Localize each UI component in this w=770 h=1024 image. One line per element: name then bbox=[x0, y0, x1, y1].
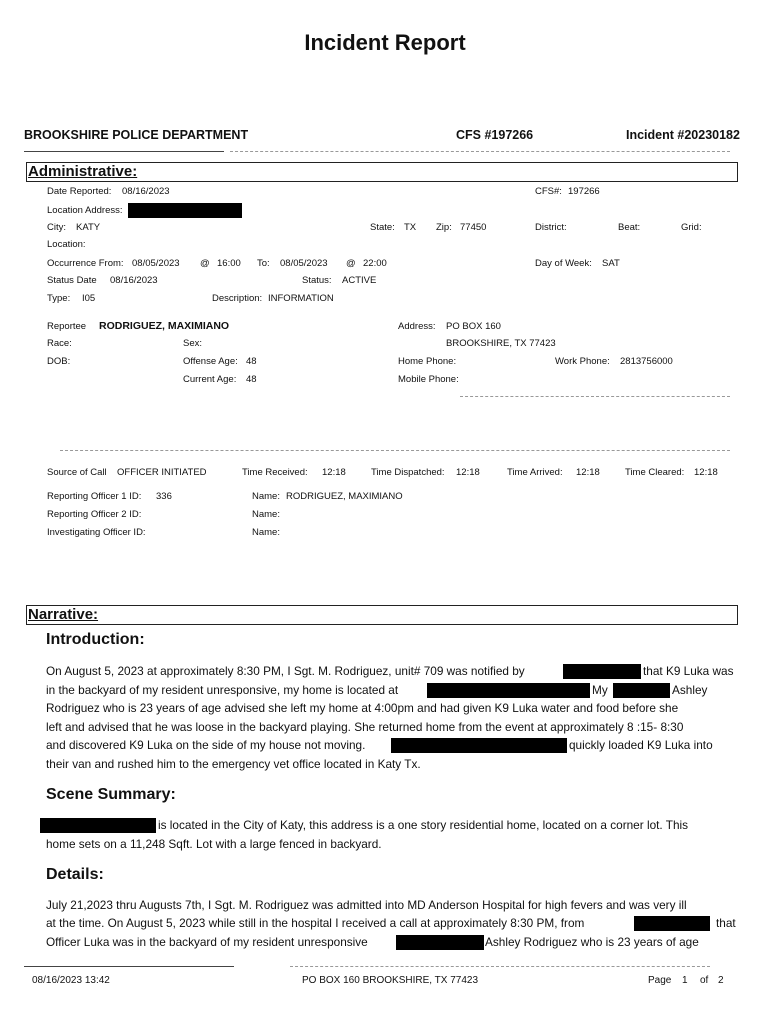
time-received-label: Time Received: bbox=[242, 467, 308, 478]
address-line-2: BROOKSHIRE, TX 77423 bbox=[446, 338, 556, 349]
intro-line-6: their van and rushed him to the emergency vet office located in Katy Tx. bbox=[46, 757, 421, 771]
details-line-2b: that bbox=[716, 916, 736, 930]
zip-label: Zip: bbox=[436, 222, 452, 233]
at-symbol-1: @ bbox=[200, 258, 210, 269]
reporting-officer-2-label: Reporting Officer 2 ID: bbox=[47, 509, 142, 520]
reportee-label: Reportee bbox=[47, 321, 87, 332]
city-value: KATY bbox=[76, 222, 101, 233]
address-line-1: PO BOX 160 bbox=[446, 321, 501, 332]
intro-line-2b: My bbox=[592, 683, 608, 697]
header-rule bbox=[24, 151, 224, 152]
reportee-name: RODRIGUEZ, MAXIMIANO bbox=[99, 320, 230, 332]
footer-address: PO BOX 160 BROOKSHIRE, TX 77423 bbox=[302, 975, 479, 986]
redaction-location-address bbox=[128, 203, 242, 218]
time-dispatched-value: 12:18 bbox=[456, 467, 480, 478]
race-label: Race: bbox=[47, 338, 72, 349]
location-address-label: Location Address: bbox=[47, 205, 123, 216]
scene-line-2: home sets on a 11,248 Sqft. Lot with a large fenced in backyard. bbox=[46, 837, 382, 851]
at-symbol-2: @ bbox=[346, 258, 356, 269]
cfs-label: CFS#: bbox=[535, 186, 562, 197]
date-reported-label: Date Reported: bbox=[47, 186, 112, 197]
header-dash bbox=[230, 151, 730, 152]
redaction-scene bbox=[40, 818, 156, 833]
dob-label: DOB: bbox=[47, 356, 71, 367]
status-value: ACTIVE bbox=[342, 275, 377, 286]
scene-line-1: is located in the City of Katy, this address is a one story residential home, located on a corner lot. This bbox=[158, 818, 689, 832]
footer-of-label: of bbox=[700, 975, 709, 986]
details-line-3a: Officer Luka was in the backyard of my resident unresponsive bbox=[46, 935, 368, 949]
grid-label: Grid: bbox=[681, 222, 702, 233]
reporting-officer-1-label: Reporting Officer 1 ID: bbox=[47, 491, 142, 502]
sex-label: Sex: bbox=[183, 338, 203, 349]
time-dispatched-label: Time Dispatched: bbox=[371, 467, 445, 478]
details-line-3b: Ashley Rodriguez who is 23 years of age bbox=[485, 935, 699, 949]
officer-1-name: RODRIGUEZ, MAXIMIANO bbox=[286, 491, 403, 502]
state-label: State: bbox=[370, 222, 395, 233]
footer-page-label: Page bbox=[648, 975, 672, 986]
redaction-intro-5 bbox=[391, 738, 567, 753]
introduction-heading: Introduction: bbox=[46, 631, 145, 648]
footer-page-number: 1 bbox=[682, 975, 688, 986]
zip-value: 77450 bbox=[460, 222, 487, 233]
footer-dash bbox=[290, 966, 710, 967]
current-age-value: 48 bbox=[246, 374, 257, 385]
redaction-intro-1 bbox=[563, 664, 641, 679]
source-of-call-label: Source of Call bbox=[47, 467, 107, 478]
cfs-value: 197266 bbox=[568, 186, 600, 197]
type-label: Type: bbox=[47, 293, 71, 304]
status-date-value: 08/16/2023 bbox=[110, 275, 158, 286]
work-phone-label: Work Phone: bbox=[555, 356, 610, 367]
description-value: INFORMATION bbox=[268, 293, 334, 304]
time-cleared-label: Time Cleared: bbox=[625, 467, 685, 478]
details-line-2a: at the time. On August 5, 2023 while still in the hospital I received a call at approximately 8:30 PM, from bbox=[46, 916, 585, 930]
officer-1-name-label: Name: bbox=[252, 491, 280, 502]
date-reported-value: 08/16/2023 bbox=[122, 186, 170, 197]
redaction-intro-2b bbox=[613, 683, 670, 698]
intro-line-1a: On August 5, 2023 at approximately 8:30 PM, I Sgt. M. Rodriguez, unit# 709 was notified by bbox=[46, 664, 525, 678]
scene-summary-heading: Scene Summary: bbox=[46, 786, 176, 803]
day-of-week-label: Day of Week: bbox=[535, 258, 592, 269]
faint-dash-1 bbox=[460, 396, 730, 397]
status-label: Status: bbox=[302, 275, 332, 286]
address-label: Address: bbox=[398, 321, 436, 332]
time-arrived-label: Time Arrived: bbox=[507, 467, 563, 478]
type-value: I05 bbox=[82, 293, 96, 304]
incident-number: Incident #20230182 bbox=[626, 128, 740, 142]
intro-line-2c: Ashley bbox=[672, 683, 708, 697]
page-title: Incident Report bbox=[304, 30, 466, 55]
mobile-phone-label: Mobile Phone: bbox=[398, 374, 459, 385]
source-of-call-value: OFFICER INITIATED bbox=[117, 467, 207, 478]
state-value: TX bbox=[404, 222, 417, 233]
officer-2-name-label: Name: bbox=[252, 509, 280, 520]
department-name: BROOKSHIRE POLICE DEPARTMENT bbox=[24, 128, 249, 142]
district-label: District: bbox=[535, 222, 567, 233]
work-phone-value: 2813756000 bbox=[620, 356, 673, 367]
description-label: Description: bbox=[212, 293, 263, 304]
time-arrived-value: 12:18 bbox=[576, 467, 600, 478]
footer-page-total: 2 bbox=[718, 975, 724, 986]
redaction-details-2 bbox=[634, 916, 710, 931]
beat-label: Beat: bbox=[618, 222, 641, 233]
offense-age-value: 48 bbox=[246, 356, 257, 367]
redaction-details-3 bbox=[396, 935, 484, 950]
intro-line-5b: quickly loaded K9 Luka into bbox=[569, 738, 713, 752]
occurrence-from-date: 08/05/2023 bbox=[132, 258, 180, 269]
intro-line-5a: and discovered K9 Luka on the side of my house not moving. bbox=[46, 738, 366, 752]
status-date-label: Status Date bbox=[47, 275, 97, 286]
intro-line-1b: that K9 Luka was bbox=[643, 664, 734, 678]
home-phone-label: Home Phone: bbox=[398, 356, 457, 367]
intro-line-4: left and advised that he was loose in the backyard playing. She returned home from the event at approximately 8 :15- 8:30 bbox=[46, 720, 684, 734]
reporting-officer-1-id: 336 bbox=[156, 491, 172, 502]
offense-age-label: Offense Age: bbox=[183, 356, 238, 367]
footer-datetime: 08/16/2023 13:42 bbox=[32, 975, 110, 986]
occurrence-to-time: 22:00 bbox=[363, 258, 387, 269]
faint-dash-2 bbox=[60, 450, 730, 451]
narrative-title: Narrative: bbox=[28, 606, 99, 623]
time-cleared-value: 12:18 bbox=[694, 467, 718, 478]
administrative-title: Administrative: bbox=[28, 163, 138, 180]
redaction-intro-2a bbox=[427, 683, 590, 698]
footer-rule bbox=[24, 966, 234, 967]
cfs-number: CFS #197266 bbox=[456, 128, 534, 142]
intro-line-2a: in the backyard of my resident unresponsive, my home is located at bbox=[46, 683, 399, 697]
occurrence-to-date: 08/05/2023 bbox=[280, 258, 328, 269]
current-age-label: Current Age: bbox=[183, 374, 237, 385]
day-of-week-value: SAT bbox=[602, 258, 620, 269]
to-label: To: bbox=[257, 258, 270, 269]
narrative-box bbox=[26, 605, 738, 625]
occurrence-from-label: Occurrence From: bbox=[47, 258, 124, 269]
intro-line-3: Rodriguez who is 23 years of age advised she left my home at 4:00pm and had given K9 Luka water and food before she bbox=[46, 701, 679, 715]
investigating-officer-label: Investigating Officer ID: bbox=[47, 527, 146, 538]
city-label: City: bbox=[47, 222, 66, 233]
location-label: Location: bbox=[47, 239, 86, 250]
details-heading: Details: bbox=[46, 866, 104, 883]
time-received-value: 12:18 bbox=[322, 467, 346, 478]
investigating-name-label: Name: bbox=[252, 527, 280, 538]
occurrence-from-time: 16:00 bbox=[217, 258, 241, 269]
details-line-1: July 21,2023 thru Augusts 7th, I Sgt. M. Rodriguez was admitted into MD Anderson Hospital for high fevers and was very ill bbox=[46, 898, 687, 912]
